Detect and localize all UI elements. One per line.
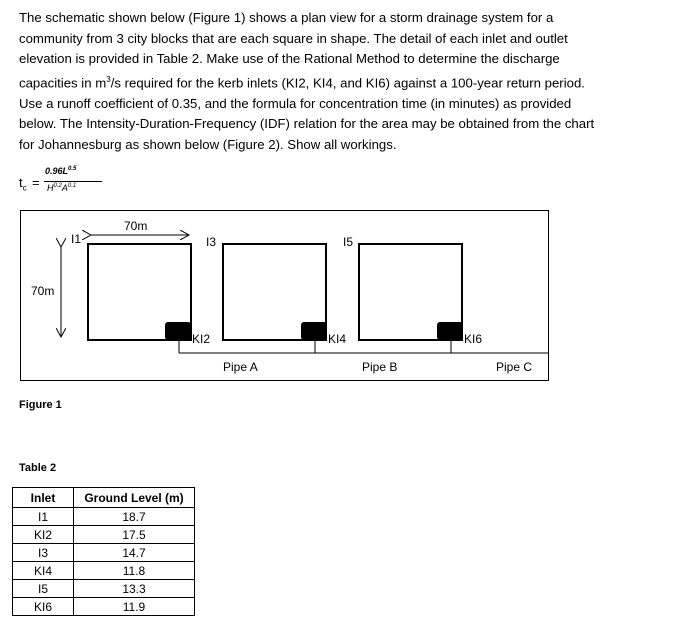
table-cell: I5 bbox=[13, 580, 74, 598]
text-line: community from 3 city blocks that are each square in shape. The detail of each inlet and outlet bbox=[19, 30, 568, 46]
kerb-label-ki6: KI6 bbox=[464, 332, 483, 346]
text-line: elevation is provided in Table 2. Make use of the Rational Method to determine the discharge bbox=[19, 51, 560, 67]
inlet-ground-level-table bbox=[12, 487, 195, 616]
formula-numerator: $0.96L^{0.5}$ bbox=[45, 166, 77, 176]
table-cell: 18.7 bbox=[74, 508, 195, 526]
table-cell: 17.5 bbox=[74, 526, 195, 544]
table-cell: 11.8 bbox=[74, 562, 195, 580]
table-cell: 13.3 bbox=[74, 580, 195, 598]
superscript: 3 bbox=[106, 74, 111, 84]
text-fragment: /s required for the kerb inlets (KI2, KI4, and KI6) against a 100-year return period. bbox=[110, 75, 585, 91]
concentration-time-formula bbox=[19, 166, 139, 202]
table-cell: I1 bbox=[13, 508, 74, 526]
fraction-bar bbox=[44, 181, 102, 182]
table-header-row bbox=[13, 488, 195, 508]
column-header: Inlet bbox=[13, 488, 74, 508]
text-line: Use a runoff coefficient of 0.35, and the formula for concentration time (in minutes) as provided bbox=[19, 95, 572, 111]
text-line: below. The Intensity-Duration-Frequency (IDF) relation for the area may be obtained from the chart bbox=[19, 116, 595, 132]
formula-denominator: $H^{0.2}A^{0.1}$ bbox=[47, 183, 77, 193]
kerb-inlet-ki2 bbox=[165, 322, 191, 340]
pipe-label-a: Pipe A bbox=[223, 360, 258, 374]
pipe-label-b: Pipe B bbox=[362, 360, 398, 374]
table-row bbox=[13, 508, 195, 526]
table-cell: 14.7 bbox=[74, 544, 195, 562]
text-line: for Johannesburg as shown below (Figure 2). Show all workings. bbox=[19, 136, 397, 152]
figure-caption: Figure 1 bbox=[19, 399, 62, 411]
table-caption: Table 2 bbox=[19, 462, 57, 474]
problem-statement bbox=[19, 8, 659, 156]
kerb-inlet-ki4 bbox=[301, 322, 327, 340]
inlet-label-i1: I1 bbox=[71, 232, 82, 246]
height-label: 70m bbox=[31, 284, 55, 298]
drainage-schematic bbox=[21, 211, 550, 382]
text-line bbox=[19, 70, 659, 94]
table-cell: 11.9 bbox=[74, 598, 195, 616]
pipe-label-c: Pipe C bbox=[496, 360, 533, 374]
table-row bbox=[13, 562, 195, 580]
width-label: 70m bbox=[124, 219, 148, 233]
text-fragment: capacities in m bbox=[19, 75, 107, 91]
table-row bbox=[13, 526, 195, 544]
formula-equals: = bbox=[32, 175, 40, 190]
formula-lhs: $t_c$ bbox=[19, 175, 27, 193]
table-row bbox=[13, 598, 195, 616]
table-row bbox=[13, 580, 195, 598]
column-header: Ground Level (m) bbox=[74, 488, 195, 508]
table-cell: KI2 bbox=[13, 526, 74, 544]
kerb-inlet-ki6 bbox=[437, 322, 463, 340]
inlet-label-i3: I3 bbox=[206, 235, 217, 249]
table-row bbox=[13, 544, 195, 562]
table-cell: KI6 bbox=[13, 598, 74, 616]
figure-1-schematic bbox=[20, 210, 549, 381]
kerb-label-ki4: KI4 bbox=[328, 332, 347, 346]
kerb-label-ki2: KI2 bbox=[192, 332, 211, 346]
text-line: The schematic shown below (Figure 1) shows a plan view for a storm drainage system for a bbox=[19, 10, 554, 25]
inlet-label-i5: I5 bbox=[343, 235, 354, 249]
table-cell: KI4 bbox=[13, 562, 74, 580]
table-cell: I3 bbox=[13, 544, 74, 562]
